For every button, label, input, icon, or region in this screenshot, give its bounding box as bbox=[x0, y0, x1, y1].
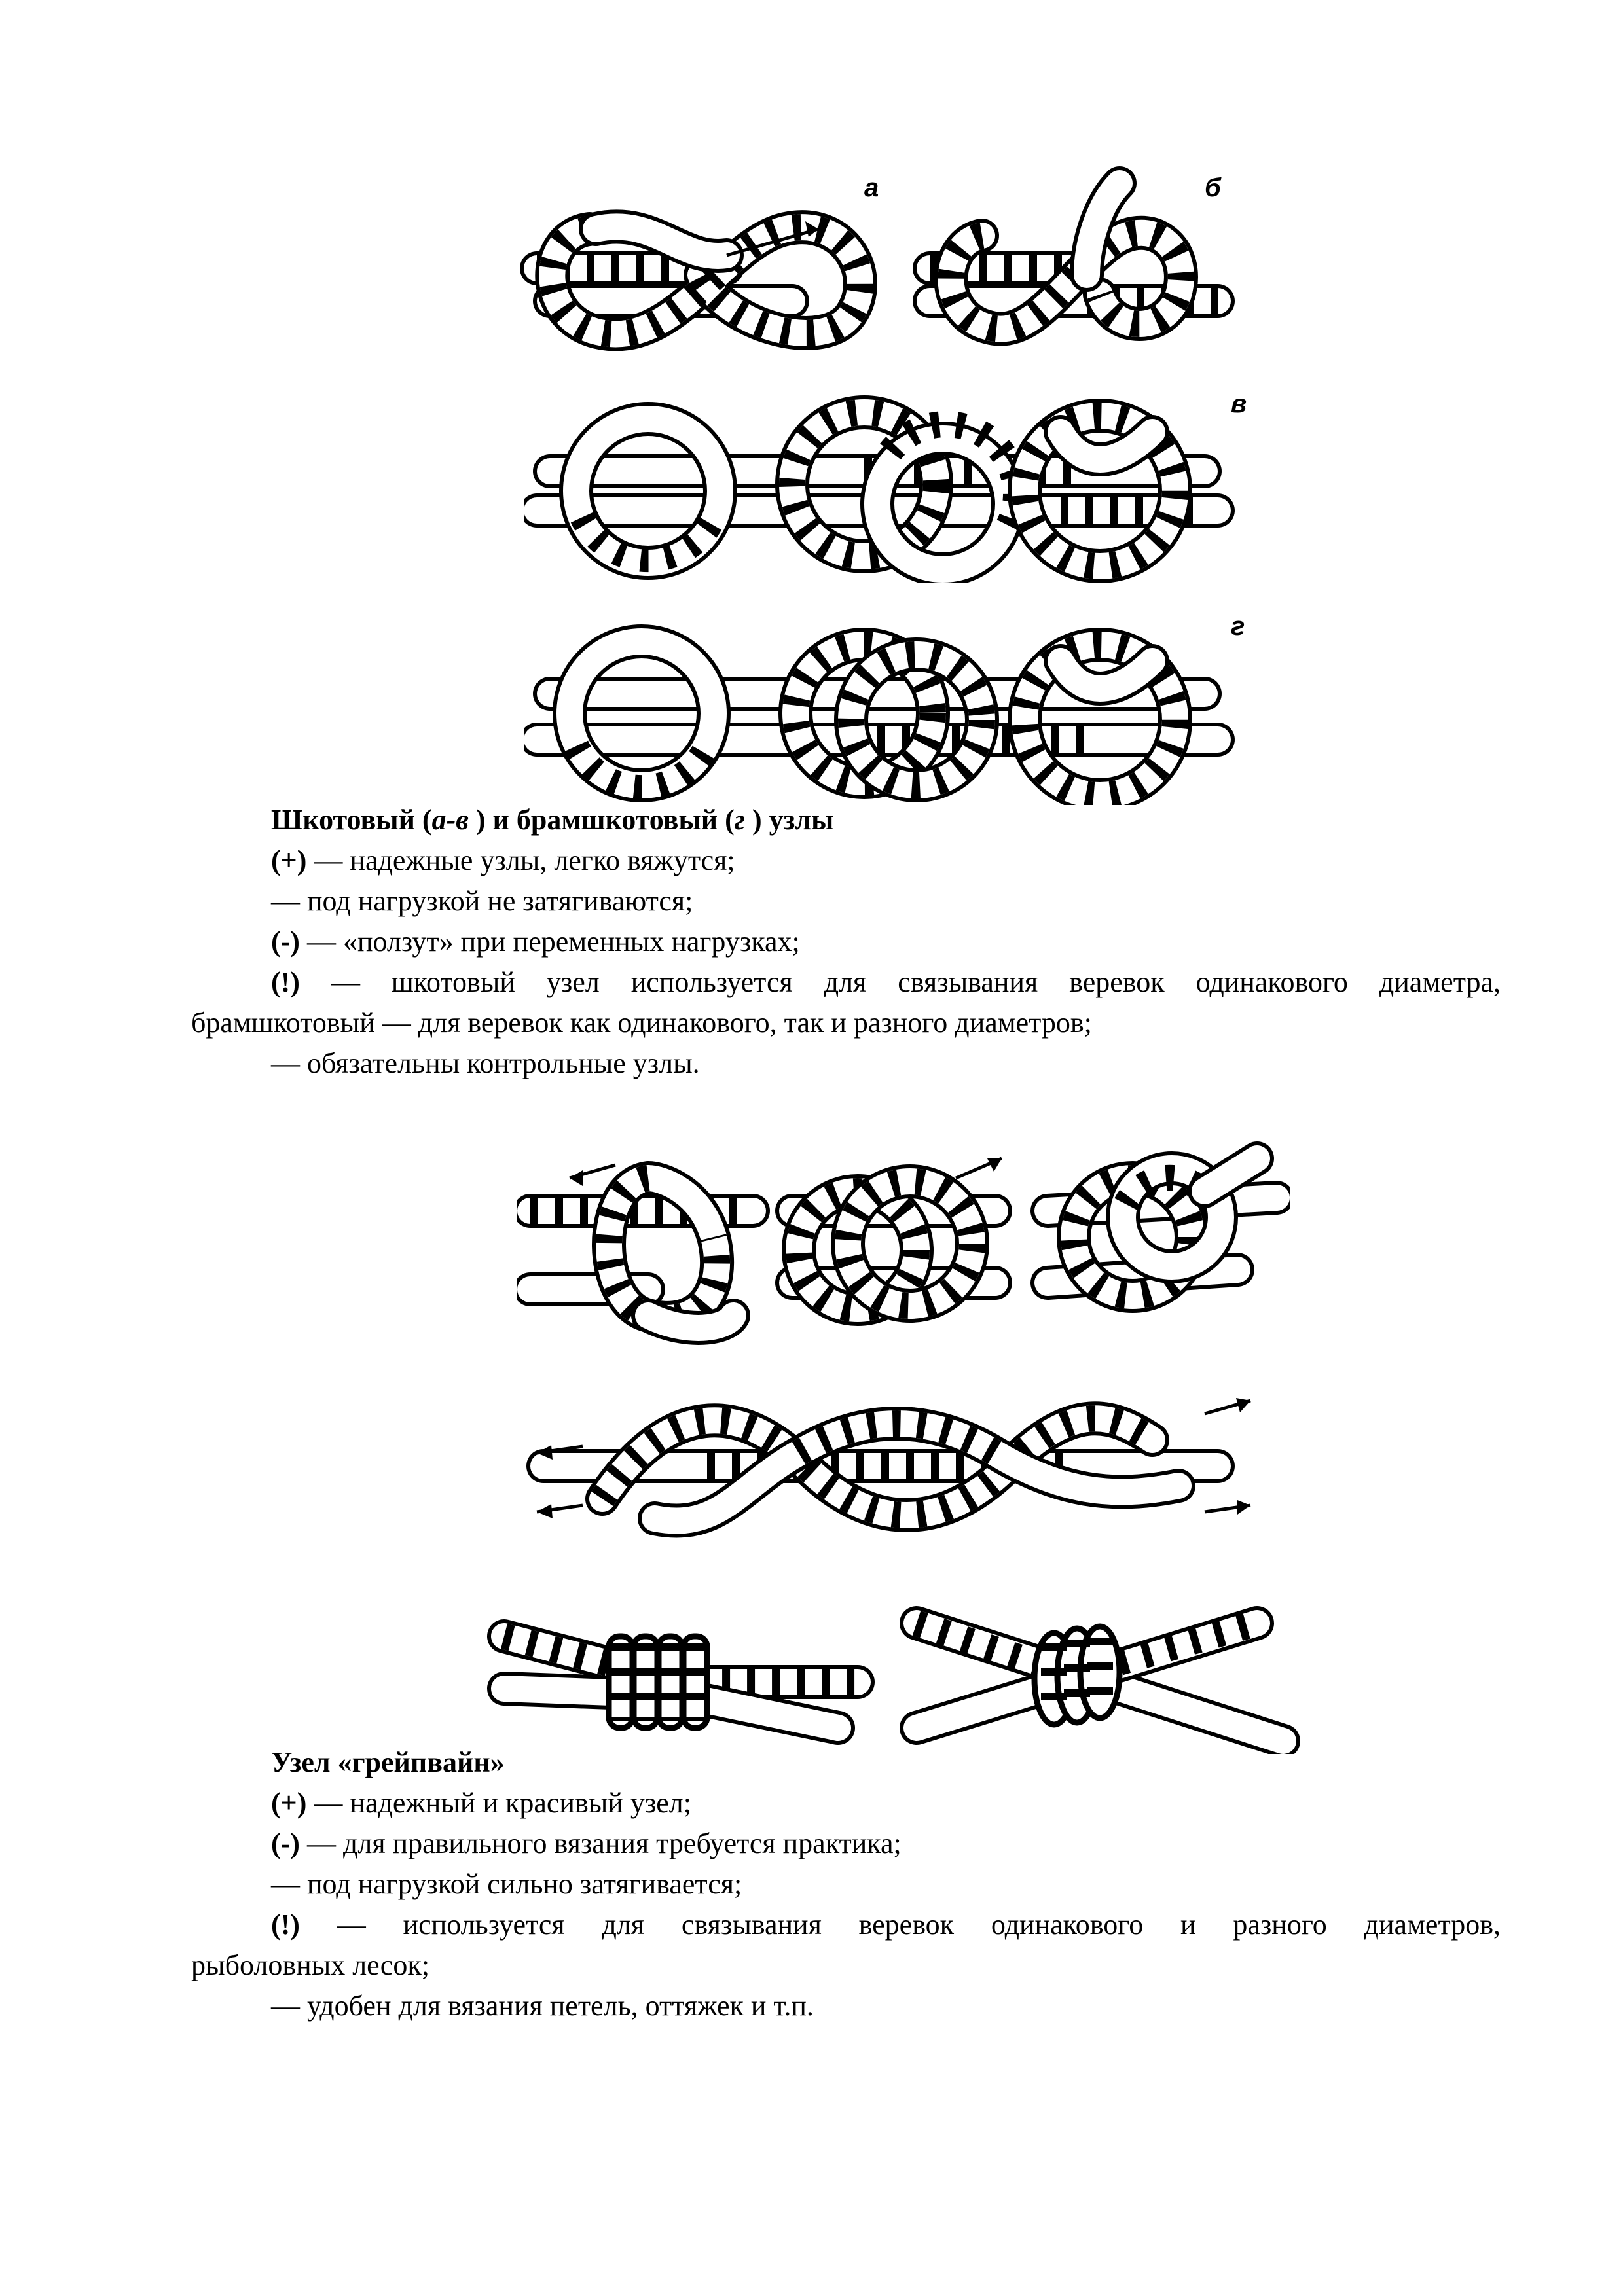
grapevine-knot-diagram-icon bbox=[524, 1388, 1277, 1545]
grapevine-knot-diagram-icon bbox=[484, 1597, 1309, 1754]
section1-line: — под нагрузкой не затягиваются; bbox=[271, 885, 693, 917]
section2-line: рыболовных лесок; bbox=[191, 1949, 429, 1981]
grapevine-twisted-figure bbox=[524, 1388, 1277, 1545]
double-sheet-bend-diagram-icon bbox=[524, 615, 1277, 805]
section1-line: (!) — шкотовый узел используется для связывания веревок одинакового диаметра, bbox=[271, 966, 1501, 998]
grapevine-knot-diagram-icon bbox=[517, 1139, 1290, 1361]
section2-line: — под нагрузкой сильно затягивается; bbox=[271, 1868, 742, 1900]
knot-a-illustration bbox=[537, 173, 879, 334]
sheet-bend-figure-v bbox=[524, 386, 1277, 583]
section2-line: (-) — для правильного вязания требуется практика; bbox=[271, 1827, 902, 1859]
sheet-bend-figure-top bbox=[511, 144, 1296, 380]
sheet-bend-diagram-icon bbox=[524, 386, 1277, 583]
grapevine-steps-figure bbox=[517, 1139, 1290, 1361]
sheet-bend-diagram-icon bbox=[511, 144, 1296, 380]
section1-heading: Шкотовый (а-в ) и брамшкотовый (г ) узлы bbox=[271, 804, 834, 836]
knot-b-illustration bbox=[930, 173, 1222, 329]
grapevine-finished-figure bbox=[484, 1597, 1309, 1754]
section1-line: (-) — «ползут» при переменных нагрузках; bbox=[271, 925, 800, 958]
section1-line: брамшкотовый — для веревок как одинакового, так и разного диаметров; bbox=[191, 1007, 1092, 1039]
double-sheet-bend-figure bbox=[524, 615, 1277, 805]
label-v: в bbox=[1231, 389, 1247, 418]
section1-line: (+) — надежные узлы, легко вяжутся; bbox=[271, 844, 735, 876]
section2-line: — удобен для вязания петель, оттяжек и т.п. bbox=[271, 1990, 814, 2022]
section2-line: (+) — надежный и красивый узел; bbox=[271, 1787, 691, 1819]
label-b: б bbox=[1205, 173, 1221, 202]
label-g: г bbox=[1231, 615, 1245, 641]
section2-heading: Узел «грейпвайн» bbox=[271, 1746, 505, 1778]
grapevine-description bbox=[191, 1742, 1501, 2026]
sheet-bend-description bbox=[191, 800, 1501, 1084]
label-a: а bbox=[864, 173, 879, 202]
section2-line: (!) — используется для связывания веревок одинакового и разного диаметров, bbox=[271, 1909, 1501, 1941]
section1-line: — обязательны контрольные узлы. bbox=[271, 1047, 700, 1079]
